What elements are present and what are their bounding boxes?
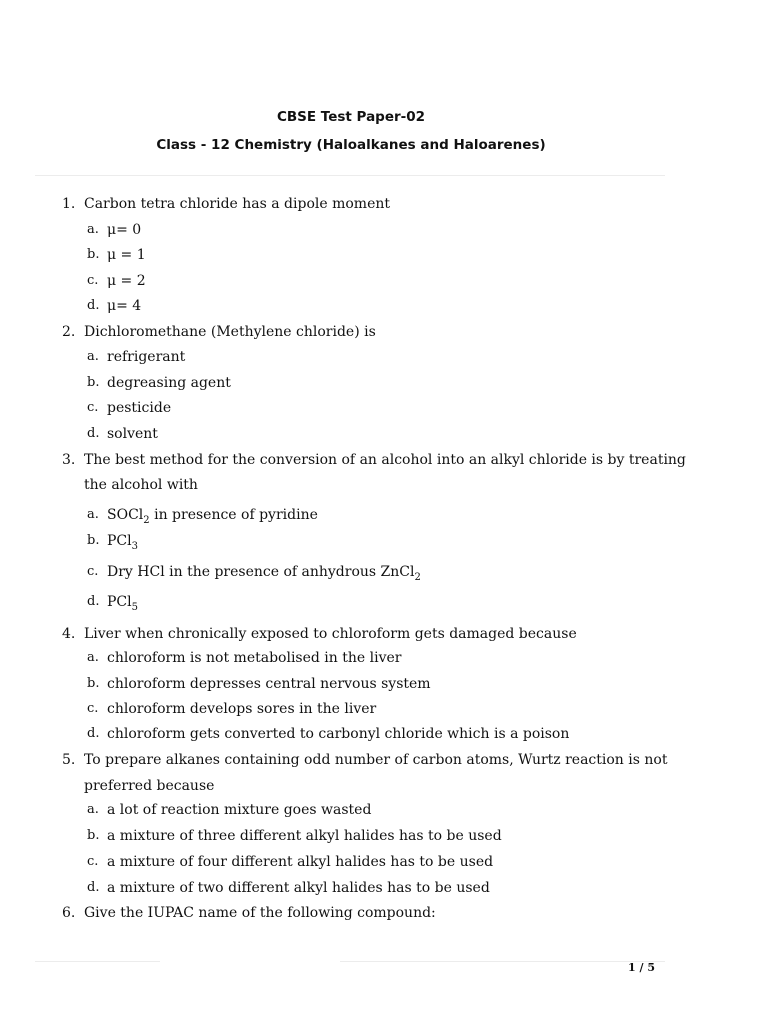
option-text xyxy=(107,505,318,525)
question-number: 4. xyxy=(62,626,76,642)
question-text: Liver when chronically exposed to chloroform gets damaged because xyxy=(84,626,577,642)
question-text: To prepare alkanes containing odd number of carbon atoms, Wurtz reaction is not xyxy=(84,752,668,768)
option-text xyxy=(107,562,421,582)
option-1-b xyxy=(0,245,768,265)
option-2-c xyxy=(0,398,768,418)
option-main-text: SOCl xyxy=(107,507,144,523)
option-letter: a. xyxy=(87,349,99,364)
option-letter: d. xyxy=(87,726,100,741)
option-main-text: a lot of reaction mixture goes wasted xyxy=(107,802,372,818)
question-text: The best method for the conversion of an alcohol into an alkyl chloride is by treating xyxy=(84,452,686,468)
option-text xyxy=(107,878,490,898)
option-letter: c. xyxy=(87,273,99,288)
option-text xyxy=(107,271,146,291)
option-subscript: 5 xyxy=(131,602,138,613)
option-text xyxy=(107,592,138,612)
option-5-a xyxy=(0,800,768,820)
option-letter: d. xyxy=(87,426,100,441)
option-text xyxy=(107,531,138,551)
option-letter: d. xyxy=(87,298,100,313)
option-text xyxy=(107,699,376,719)
footer-divider-left xyxy=(35,961,160,962)
header-divider xyxy=(35,175,665,176)
option-text xyxy=(107,724,569,744)
option-main-text: refrigerant xyxy=(107,349,186,365)
question-text: Dichloromethane (Methylene chloride) is xyxy=(84,324,376,340)
option-4-b xyxy=(0,674,768,694)
option-letter: b. xyxy=(87,828,100,843)
option-text xyxy=(107,852,493,872)
option-main-text: μ = 1 xyxy=(107,247,146,263)
option-trailing-text: in presence of pyridine xyxy=(149,507,318,523)
option-main-text: Dry HCl in the presence of anhydrous ZnCl xyxy=(107,564,415,580)
option-main-text: degreasing agent xyxy=(107,375,231,391)
question-3-continued xyxy=(0,475,768,495)
question-number: 3. xyxy=(62,452,76,468)
option-text xyxy=(107,648,401,668)
option-main-text: pesticide xyxy=(107,400,172,416)
option-text xyxy=(107,800,371,820)
option-4-a xyxy=(0,648,768,668)
option-4-d xyxy=(0,724,768,744)
paper-title: CBSE Test Paper-02 xyxy=(276,109,426,125)
option-main-text: solvent xyxy=(107,426,158,442)
question-number: 5. xyxy=(62,752,76,768)
option-2-a xyxy=(0,347,768,367)
option-letter: d. xyxy=(87,594,100,609)
option-5-b xyxy=(0,826,768,846)
option-main-text: μ = 2 xyxy=(107,273,146,289)
question-text: Give the IUPAC name of the following compound: xyxy=(84,905,436,921)
option-text xyxy=(107,826,502,846)
question-text: Carbon tetra chloride has a dipole moment xyxy=(84,196,391,212)
option-1-c xyxy=(0,271,768,291)
option-subscript: 2 xyxy=(143,515,150,526)
paper-subtitle: Class - 12 Chemistry (Haloalkanes and Haloarenes) xyxy=(156,137,546,153)
option-subscript: 2 xyxy=(414,572,421,583)
option-text xyxy=(107,373,231,393)
option-letter: b. xyxy=(87,533,100,548)
option-main-text: chloroform develops sores in the liver xyxy=(107,701,377,717)
option-main-text: μ= 0 xyxy=(107,222,142,238)
option-letter: a. xyxy=(87,507,99,522)
option-text xyxy=(107,296,141,316)
option-main-text: a mixture of three different alkyl halides has to be used xyxy=(107,828,502,844)
question-3 xyxy=(0,450,768,470)
option-5-d xyxy=(0,878,768,898)
option-2-d xyxy=(0,424,768,444)
option-subscript: 3 xyxy=(131,541,138,552)
option-3-d xyxy=(0,592,768,612)
option-letter: a. xyxy=(87,650,99,665)
question-text-continued: the alcohol with xyxy=(84,477,198,493)
option-3-c xyxy=(0,562,768,582)
option-main-text: a mixture of four different alkyl halides has to be used xyxy=(107,854,494,870)
option-main-text: PCl xyxy=(107,594,132,610)
option-letter: d. xyxy=(87,880,100,895)
option-main-text: PCl xyxy=(107,533,132,549)
question-text-continued: preferred because xyxy=(84,778,215,794)
option-letter: b. xyxy=(87,676,100,691)
option-text xyxy=(107,424,158,444)
option-2-b xyxy=(0,373,768,393)
question-6 xyxy=(0,903,768,923)
option-main-text: chloroform is not metabolised in the liver xyxy=(107,650,402,666)
option-letter: c. xyxy=(87,854,99,869)
option-text xyxy=(107,674,431,694)
question-number: 1. xyxy=(62,196,76,212)
option-3-b xyxy=(0,531,768,551)
option-main-text: chloroform depresses central nervous system xyxy=(107,676,431,692)
question-number: 6. xyxy=(62,905,76,921)
question-5-continued xyxy=(0,776,768,796)
option-text xyxy=(107,398,171,418)
footer-divider-right xyxy=(340,961,665,962)
option-letter: b. xyxy=(87,375,100,390)
question-2 xyxy=(0,322,768,342)
option-main-text: chloroform gets converted to carbonyl chloride which is a poison xyxy=(107,726,570,742)
question-number: 2. xyxy=(62,324,76,340)
option-text xyxy=(107,347,185,367)
option-text xyxy=(107,245,146,265)
option-letter: a. xyxy=(87,802,99,817)
option-main-text: a mixture of two different alkyl halides has to be used xyxy=(107,880,490,896)
question-4 xyxy=(0,624,768,644)
option-letter: c. xyxy=(87,400,99,415)
option-3-a xyxy=(0,505,768,525)
option-1-d xyxy=(0,296,768,316)
option-main-text: μ= 4 xyxy=(107,298,142,314)
option-letter: c. xyxy=(87,564,99,579)
option-letter: b. xyxy=(87,247,100,262)
question-1 xyxy=(0,194,768,214)
question-5 xyxy=(0,750,768,770)
option-letter: c. xyxy=(87,701,99,716)
option-4-c xyxy=(0,699,768,719)
page-number: 1 / 5 xyxy=(628,961,655,974)
option-5-c xyxy=(0,852,768,872)
option-1-a xyxy=(0,220,768,240)
option-letter: a. xyxy=(87,222,99,237)
option-text xyxy=(107,220,141,240)
